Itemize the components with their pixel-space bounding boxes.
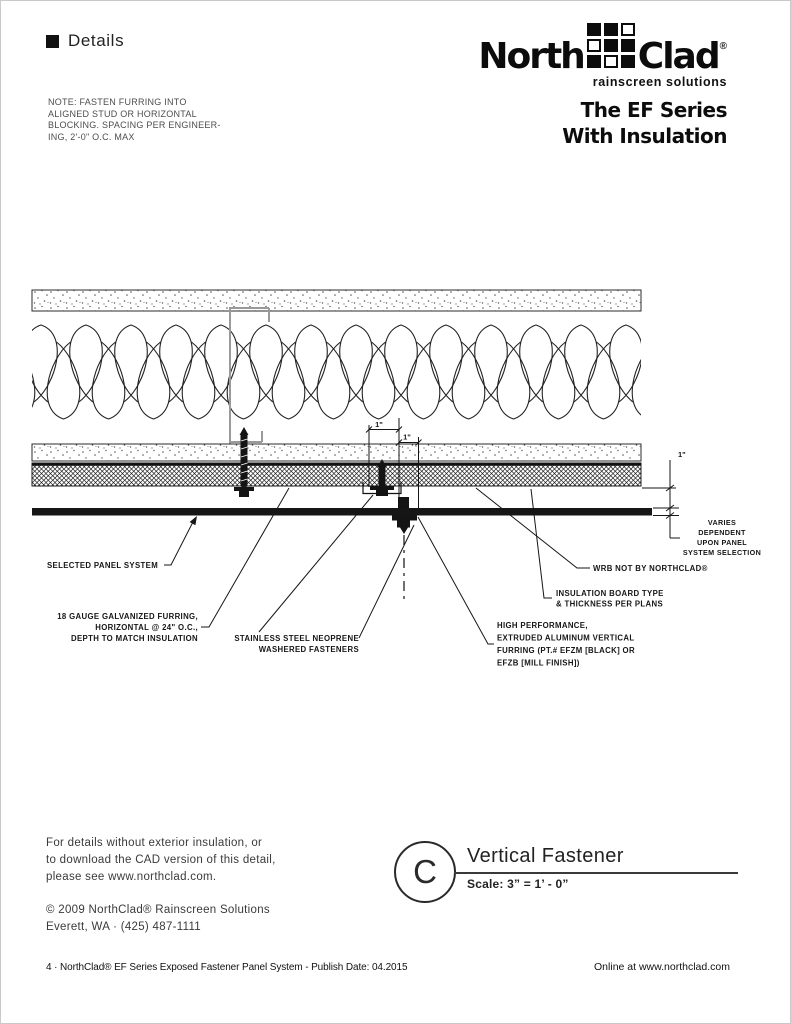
label-fasteners-1: STAINLESS STEEL NEOPRENE [234,634,359,643]
registered-mark: ® [719,41,727,52]
detail-reference-bubble [394,841,456,903]
page-title: Details [68,31,125,50]
dim-1in-cavity: 1" [678,450,686,459]
series-title-line2: With Insulation [562,124,727,148]
label-insulation-board-2: & THICKNESS PER PLANS [556,599,663,609]
detail-letter: C [413,853,437,890]
panel-layer [32,508,652,516]
label-varies-2: DEPENDENT [698,528,746,537]
label-vertical-furring-3: FURRING (PT.# EFZM [BLACK] OR [497,646,635,655]
exterior-sheathing-layer [32,444,641,461]
label-vertical-furring-2: EXTRUDED ALUMINUM VERTICAL [497,633,635,643]
label-insulation-board-1: INSULATION BOARD TYPE [556,589,664,598]
footer-website: Online at www.northclad.com [594,961,730,973]
label-varies-3: UPON PANEL [696,538,748,547]
dim-1in-fastener: 1" [403,432,411,442]
label-wrb: WRB NOT BY NORTHCLAD® [593,564,708,573]
detail-scale: Scale: 3” = 1’ - 0” [467,877,569,891]
label-furring-1: 18 GAUGE GALVANIZED FURRING, [57,612,198,621]
label-selected-panel: SELECTED PANEL SYSTEM [47,561,159,570]
detail-title-rule [454,872,738,874]
logo-tagline: rainscreen solutions [592,75,727,89]
panel-fastener [392,497,417,534]
dim-1in-furring: 1" [375,420,383,429]
label-fasteners-2: WASHERED FASTENERS [258,645,359,654]
batt-insulation-layer [32,318,641,430]
label-furring-2: HORIZONTAL @ 24" O.C., [95,623,198,632]
label-furring-3: DEPTH TO MATCH INSULATION [71,634,198,643]
wall-section-drawing [1,1,791,691]
copyright-block: © 2009 NorthClad® Rainscreen Solutions Everett, WA · (425) 487-1111 [46,904,270,933]
logo-text-clad: Clad [637,36,719,78]
interior-sheathing-layer [32,290,641,311]
engineering-note: NOTE: FASTEN FURRING INTO ALIGNED STUD OR HORIZONTAL BLOCKING. SPACING PER ENGINEER- ING, 2'-0" O.C. MAX [48,97,221,143]
logo-text-north: North [478,36,584,78]
label-varies-4: SYSTEM SELECTION [682,548,762,557]
label-varies-1: VARIES [707,518,737,527]
cad-info-paragraph: For details without exterior insulation, or to download the CAD version of this detail, please see www.northclad.com. [46,837,276,883]
label-vertical-furring-1: HIGH PERFORMANCE, [497,621,588,630]
series-title-line1: The EF Series [580,98,727,122]
footer-publish-info: 4 · NorthClad® EF Series Exposed Fastener Panel System - Publish Date: 04.2015 [46,962,408,973]
insulation-board-layer [32,463,641,486]
detail-title: Vertical Fastener [467,845,624,867]
leader-arrowhead [190,516,197,525]
label-vertical-furring-4: EFZB [MILL FINISH]) [497,658,580,668]
